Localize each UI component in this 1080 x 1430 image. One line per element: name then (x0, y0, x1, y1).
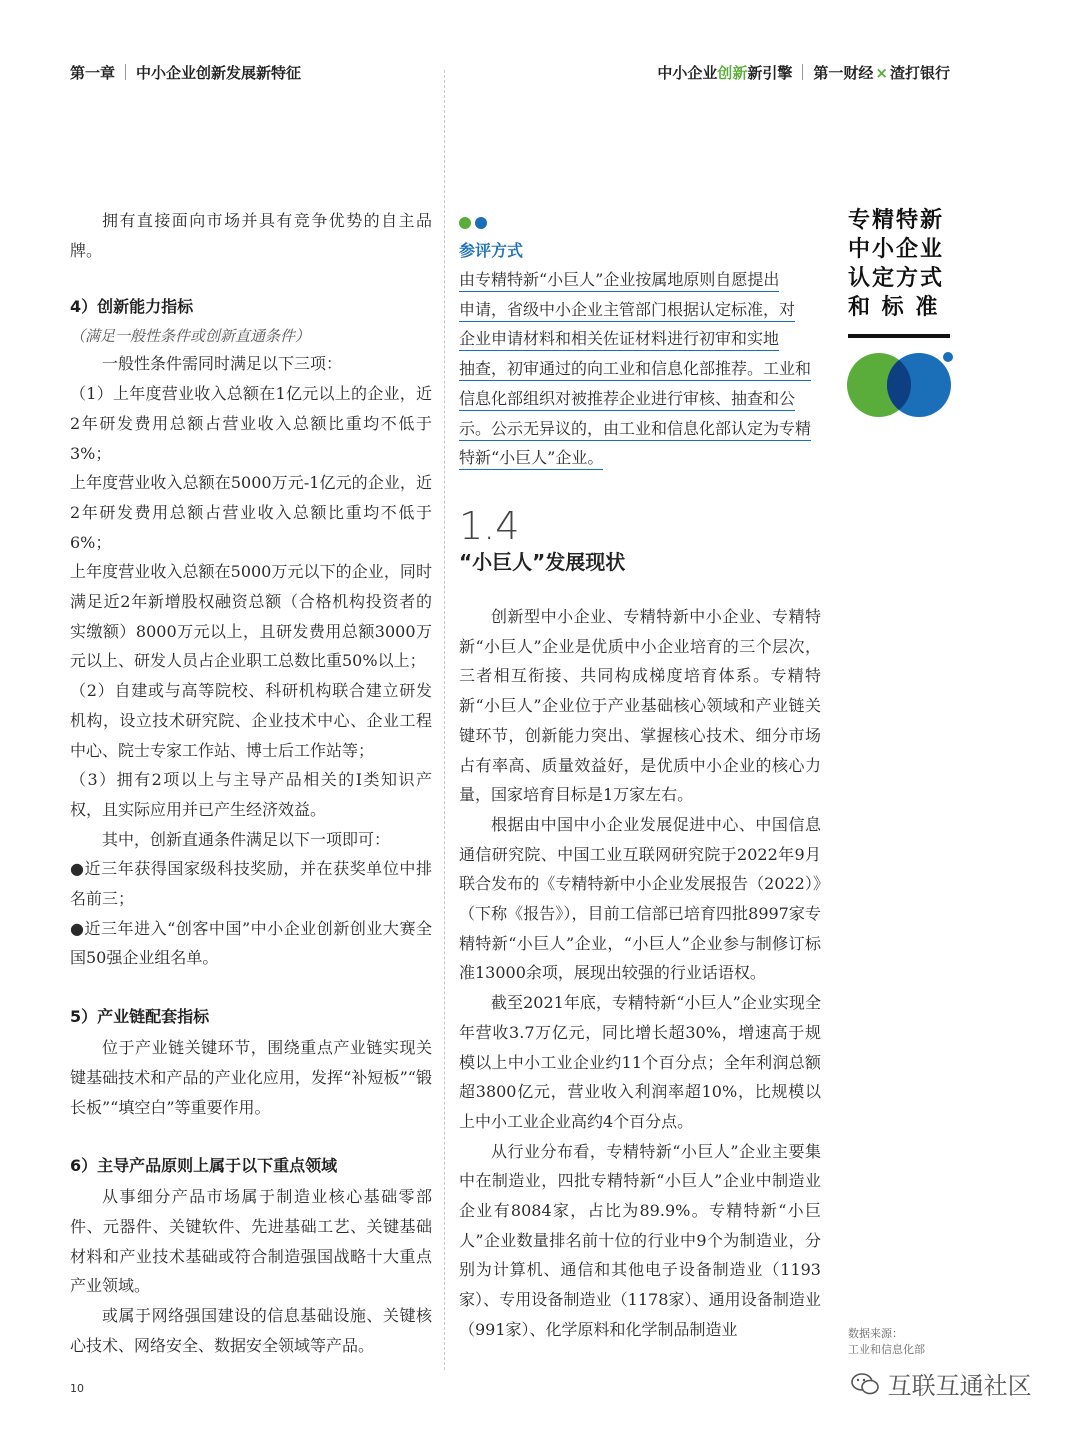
section4-item3: （3）拥有2项以上与主导产品相关的I类知识产权，且实际应用并已产生经济效益。 (70, 770, 432, 819)
watermark (850, 1366, 1032, 1401)
sidebar-title-line: 认定方式 (848, 266, 945, 291)
sidebar-rule (848, 334, 950, 338)
brand-highlight: 创新 (717, 64, 748, 82)
review-line (459, 443, 821, 473)
header-divider (125, 64, 126, 80)
chapter-header (70, 62, 301, 83)
review-line-text: 申请，省级中小企业主管部门根据认定标准，对 (459, 300, 795, 322)
review-lines (459, 265, 821, 473)
review-line (459, 295, 821, 325)
header-divider (802, 64, 803, 80)
brand-pre: 中小企业 (657, 64, 718, 82)
section-title: “小巨人”发展现状 (459, 550, 626, 574)
review-line-text: 由专精特新“小巨人”企业按属地原则自愿提出 (459, 270, 779, 292)
brand-header (657, 62, 950, 83)
watermark-text: 互联互通社区 (887, 1372, 1032, 1400)
section5-title: 5）产业链配套指标 (70, 1007, 210, 1027)
section4-bullet2: ●近三年进入“创客中国”中小企业创新创业大赛全国50强企业组名单。 (70, 918, 432, 968)
review-dots (459, 214, 821, 233)
section-paragraph-4: 从行业分布看，专精特新“小巨人”企业主要集中在制造业，四批专精特新“小巨人”企业中制造业企业有8084家，占比为89.9%。专精特新“小巨人”企业数量排名前十位的行业中9个为制造业，分别为计算机、通信和其他电子设备制造业（1193家）、专用设备制造业（1178家）、通用设备制造业（991家）、化学原料和化学制品制造业 (459, 1141, 821, 1339)
section5-text: 位于产业链关键环节，围绕重点产业链实现关键基础技术和产品的产业化应用，发挥“补短板”“锻长板”“填空白”等重要作用。 (70, 1038, 432, 1117)
section6-text2: 或属于网络强国建设的信息基础设施、关键核心技术、网络安全、数据安全领域等产品。 (70, 1306, 432, 1355)
review-line-text: 示。公示无异议的，由工业和信息化部认定为专精 (459, 419, 811, 441)
partner-a: 第一财经 (813, 64, 874, 82)
section4-title: 4）创新能力指标 (70, 297, 194, 317)
sidebar-title-line: 专精特新 (848, 208, 945, 233)
green-dot-icon (459, 217, 471, 229)
sidebar-title-line: 中小企业 (848, 237, 945, 262)
source-label: 数据来源： (848, 1327, 903, 1340)
brand-post: 新引擎 (747, 64, 793, 82)
section4-item2: （2）自建或与高等院校、科研机构联合建立研发机构，设立技术研究院、企业技术中心、企业工程中心、院士专家工作站、博士后工作站等； (70, 681, 432, 760)
review-line-text: 抽查，初审通过的向工业和信息化部推荐。工业和 (459, 359, 811, 381)
section-number: 1.4 (459, 504, 520, 548)
review-line (459, 324, 821, 354)
data-source (848, 1326, 925, 1358)
chapter-label: 第一章 (70, 64, 116, 82)
section4-bullet1: ●近三年获得国家级科技奖励，并在获奖单位中排名前三； (70, 859, 432, 909)
review-line (459, 265, 821, 295)
partner-x: × (875, 64, 888, 82)
column-divider (444, 70, 445, 1370)
wechat-icon (850, 1371, 880, 1397)
section-paragraph-1: 创新型中小企业、专精特新中小企业、专精特新“小巨人”企业是优质中小企业培育的三个层次，三者相互衔接、共同构成梯度培育体系。专精特新“小巨人”企业位于产业基础核心领域和产业链关键环节，创新能力突出、掌握核心技术、细分市场占有率高、质量效益好，是优质中小企业的核心力量，国家培育目标是1万家左右。 (459, 607, 821, 805)
left-column (70, 206, 432, 1361)
review-line (459, 354, 821, 384)
review-box (459, 214, 821, 473)
partner-b: 渣打银行 (889, 64, 950, 82)
section-1-4 (459, 506, 821, 1345)
source-value: 工业和信息化部 (848, 1343, 925, 1356)
section4-item1a: （1）上年度营业收入总额在1亿元以上的企业，近2年研发费用总额占营业收入总额比重均不低于3%； (70, 384, 432, 463)
review-title: 参评方式 (459, 241, 524, 260)
blue-dot-icon (475, 217, 487, 229)
overlap-circles-icon (846, 348, 956, 420)
section6-text1: 从事细分产品市场属于制造业核心基础零部件、元器件、关键软件、先进基础工艺、关键基础材料和产业技术基础或符合制造强国战略十大重点产业领域。 (70, 1187, 432, 1296)
section4-item1b: 上年度营业收入总额在5000万元-1亿元的企业，近2年研发费用总额占营业收入总额比重均不低于6%； (70, 473, 432, 552)
review-line-text: 特新“小巨人”企业。 (459, 448, 603, 470)
sidebar-title-line: 和 标 准 (848, 295, 940, 320)
section-paragraph-2: 根据由中国中小企业发展促进中心、中国信息通信研究院、中国工业互联网研究院于2022年9月联合发布的《专精特新中小企业发展报告（2022）》（下称《报告》），目前工信部已培育四批8997家专精特新“小巨人”企业，“小巨人”企业参与制修订标准13000余项，展现出较强的行业话语权。 (459, 814, 821, 983)
sidebar-title (848, 206, 952, 322)
section4-note: （满足一般性条件或创新直通条件） (70, 327, 311, 346)
chapter-title: 中小企业创新发展新特征 (136, 64, 302, 82)
review-line-text: 信息化部组织对被推荐企业进行审核、抽查和公 (459, 389, 795, 411)
section6-title: 6）主导产品原则上属于以下重点领域 (70, 1156, 338, 1176)
section4-general: 一般性条件需同时满足以下三项： (102, 354, 343, 374)
intro-paragraph: 拥有直接面向市场并具有竞争优势的自主品牌。 (70, 211, 432, 260)
review-line (459, 384, 821, 414)
review-line-text: 企业申请材料和相关佐证材料进行初审和实地 (459, 329, 779, 351)
section-paragraph-3: 截至2021年底，专精特新“小巨人”企业实现全年营收3.7万亿元，同比增长超30%，增速高于规模以上中小工业企业约11个百分点；全年利润总额超3800亿元，营业收入利润率超10%，比规模以上中小工业企业高约4个百分点。 (459, 993, 821, 1131)
page-number: 10 (70, 1382, 84, 1395)
review-line (459, 414, 821, 444)
section4-direct: 其中，创新直通条件满足以下一项即可： (102, 829, 391, 849)
section4-item1c: 上年度营业收入总额在5000万元以下的企业，同时满足近2年新增股权融资总额（合格机构投资者的实缴额）8000万元以上，且研发费用总额3000万元以上、研发人员占企业职工总数比重50%以上； (70, 562, 432, 671)
